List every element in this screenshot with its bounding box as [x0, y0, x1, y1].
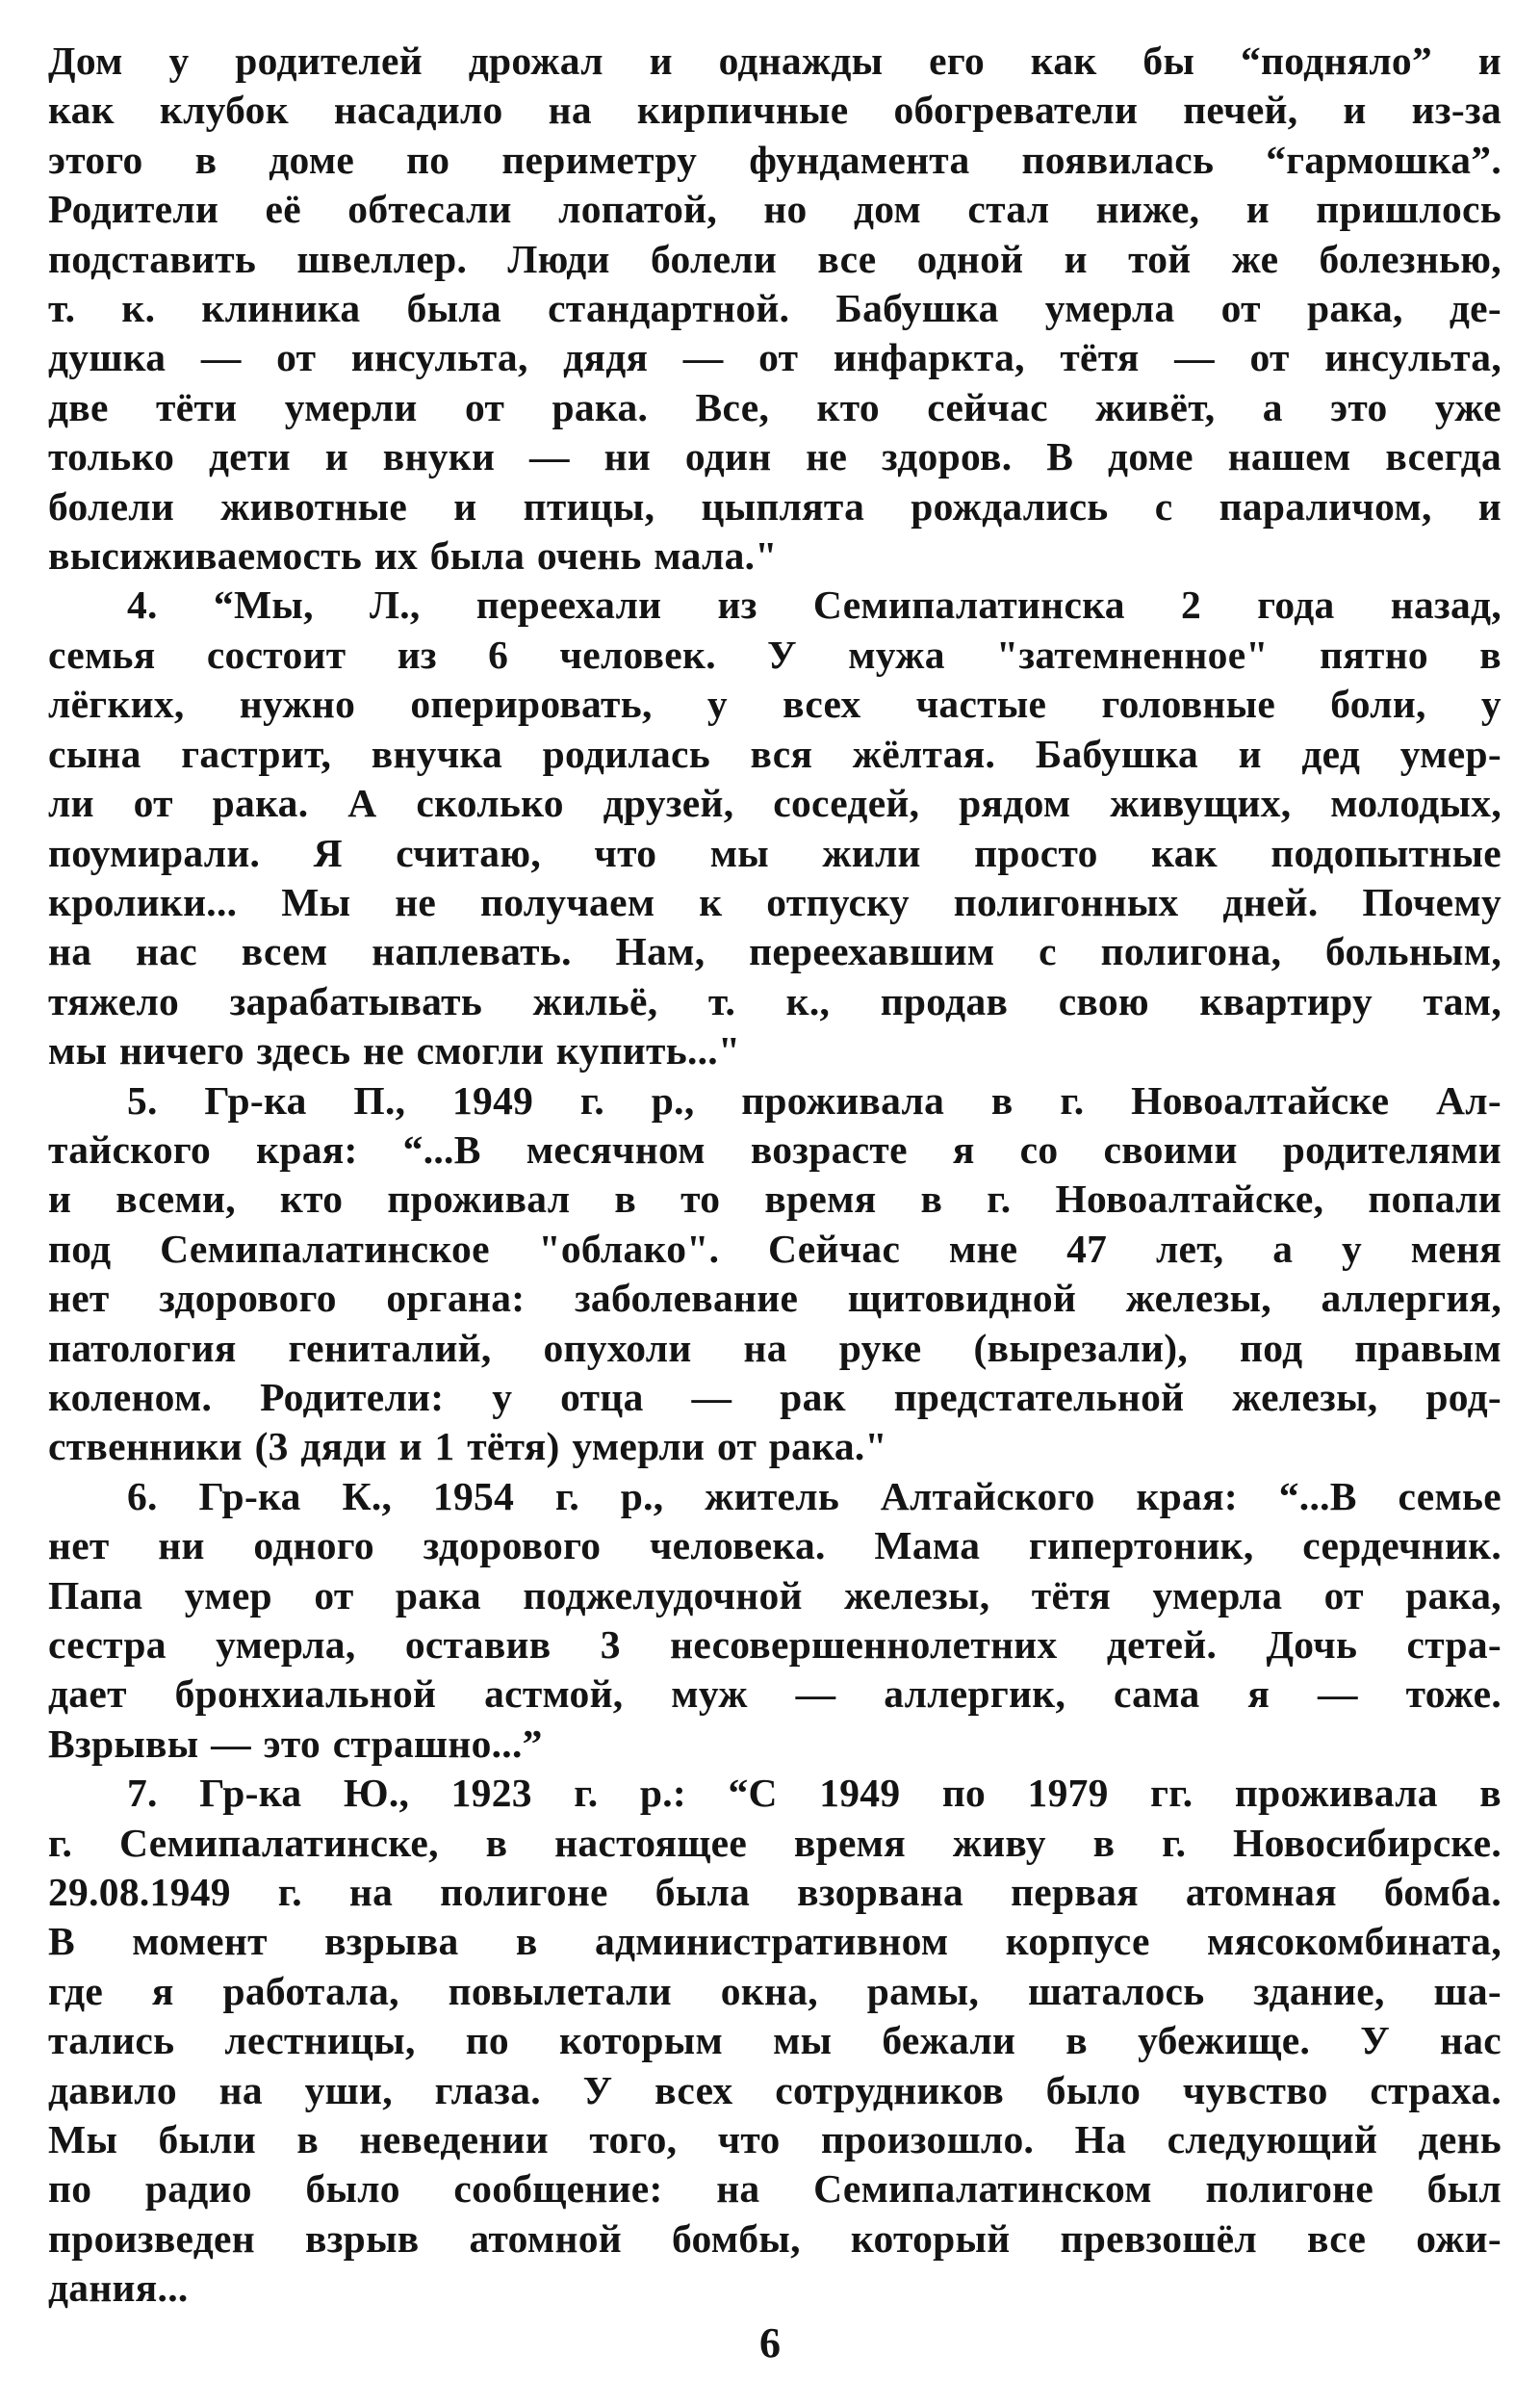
text-line: т. к. клиника была стандартной. Бабушка умерла от рака, де-	[48, 286, 1502, 331]
text-line: поумирали. Я считаю, что мы жили просто как подопытные	[48, 830, 1502, 875]
text-line: Родители её обтесали лопатой, но дом стал ниже, и пришлось	[48, 187, 1502, 232]
text-line: коленом. Родители: у отца — рак предстательной железы, род-	[48, 1374, 1502, 1419]
page-number: 6	[759, 2319, 781, 2367]
paragraph-testimony-4	[48, 581, 1502, 1075]
paragraph-testimony-5	[48, 1076, 1502, 1472]
text-line: дания...	[48, 2265, 189, 2311]
text-line: Мы были в неведении того, что произошло. На следующий день	[48, 2117, 1502, 2162]
text-line: ли от рака. А сколько друзей, соседей, рядом живущих, молодых,	[48, 781, 1502, 826]
text-line: высиживаемость их была очень мала."	[48, 533, 778, 579]
text-line: давило на уши, глаза. У всех сотрудников было чувство страха.	[48, 2067, 1502, 2112]
text-line: Дом у родителей дрожал и однажды его как бы “подняло” и	[48, 39, 1502, 83]
paragraph-testimony-7	[48, 1769, 1502, 2313]
text-line: нет здорового органа: заболевание щитовидной железы, аллергия,	[48, 1276, 1502, 1321]
text-line: мы ничего здесь не смогли купить..."	[48, 1028, 741, 1074]
text-line: ственники (3 дяди и 1 тётя) умерли от рака."	[48, 1424, 887, 1469]
text-line: 4. “Мы, Л., переехали из Семипалатинска 2 года назад,	[127, 582, 1502, 628]
text-line: Взрывы — это страшно...”	[48, 1721, 543, 1766]
text-line: 5. Гр-ка П., 1949 г. р., проживала в г. Новоалтайске Ал-	[127, 1077, 1502, 1123]
text-line: тяжело зарабатывать жильё, т. к., продав свою квартиру там,	[48, 978, 1502, 1023]
text-line: 6. Гр-ка К., 1954 г. р., житель Алтайского края: “...В семье	[127, 1473, 1502, 1518]
text-line: тались лестницы, по которым мы бежали в убежище. У нас	[48, 2018, 1502, 2063]
text-line: как клубок насадило на кирпичные обогреватели печей, и из-за	[48, 88, 1502, 133]
text-line: Папа умер от рака поджелудочной железы, тётя умерла от рака,	[48, 1572, 1502, 1618]
text-line: кролики... Мы не получаем к отпуску полигонных дней. Почему	[48, 879, 1502, 924]
body-text	[48, 37, 1502, 2314]
text-line: лёгких, нужно оперировать, у всех частые головные боли, у	[48, 682, 1502, 727]
text-line: дает бронхиальной астмой, муж — аллергик, сама я — тоже.	[48, 1671, 1502, 1717]
text-line: этого в доме по периметру фундамента появилась “гармошка”.	[48, 137, 1502, 182]
text-line: и всеми, кто проживал в то время в г. Новоалтайске, попали	[48, 1177, 1502, 1222]
text-line: на нас всем наплевать. Нам, переехавшим с полигона, больным,	[48, 929, 1502, 974]
text-line: семья состоит из 6 человек. У мужа "затемненное" пятно в	[48, 632, 1502, 677]
text-line: под Семипалатинское "облако". Сейчас мне 47 лет, а у меня	[48, 1226, 1502, 1271]
text-line: 29.08.1949 г. на полигоне была взорвана первая атомная бомба.	[48, 1870, 1502, 1915]
text-line: где я работала, повылетали окна, рамы, шаталось здание, ша-	[48, 1968, 1502, 2013]
text-line: сестра умерла, оставив 3 несовершеннолетних детей. Дочь стра-	[48, 1622, 1502, 1667]
text-line: тайского края: “...В месячном возрасте я со своими родителями	[48, 1126, 1502, 1172]
text-line: 7. Гр-ка Ю., 1923 г. р.: “С 1949 по 1979 гг. проживала в	[127, 1771, 1502, 1816]
text-line: патология гениталий, опухоли на руке (вырезали), под правым	[48, 1325, 1502, 1370]
text-line: сына гастрит, внучка родилась вся жёлтая. Бабушка и дед умер-	[48, 731, 1502, 776]
text-line: г. Семипалатинске, в настоящее время живу в г. Новосибирске.	[48, 1820, 1502, 1865]
paragraph-testimony-6	[48, 1472, 1502, 1769]
text-line: подставить швеллер. Люди болели все одной и той же болезнью,	[48, 236, 1502, 281]
text-line: душка — от инсульта, дядя — от инфаркта, тётя — от инсульта,	[48, 335, 1502, 380]
text-line: В момент взрыва в административном корпусе мясокомбината,	[48, 1919, 1502, 1964]
text-line: две тёти умерли от рака. Все, кто сейчас живёт, а это уже	[48, 384, 1502, 429]
text-line: по радио было сообщение: на Семипалатинском полигоне был	[48, 2166, 1502, 2212]
text-line: только дети и внуки — ни один не здоров. В доме нашем всегда	[48, 434, 1502, 479]
text-line: нет ни одного здорового человека. Мама гипертоник, сердечник.	[48, 1523, 1502, 1568]
text-line: произведен взрыв атомной бомбы, который превзошёл все ожи-	[48, 2215, 1502, 2261]
paragraph-continuation	[48, 37, 1502, 581]
text-line: болели животные и птицы, цыплята рождались с параличом, и	[48, 483, 1502, 529]
